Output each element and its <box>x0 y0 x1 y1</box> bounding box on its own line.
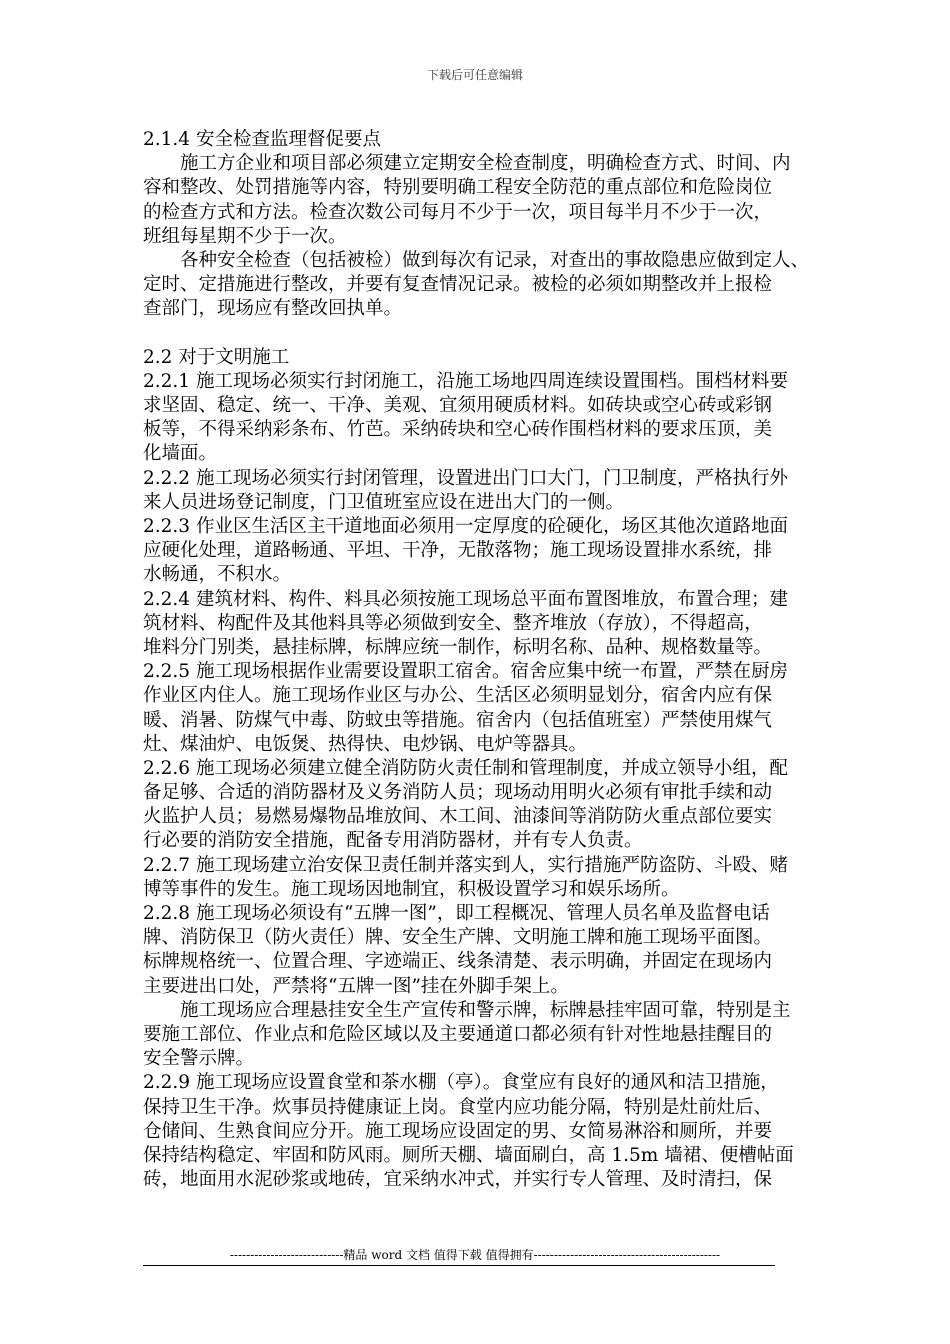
text-line: 2.2.5 施工现场根据作业需要设置职工宿舍。宿舍应集中统一布置，严禁在厨房 <box>143 661 788 683</box>
text-line: 班组每星期不少于一次。 <box>143 225 347 247</box>
text-line: 备足够、合适的消防器材及义务消防人员；现场动用明火必须有审批手续和动 <box>143 782 773 804</box>
text-line: 标牌规格统一、位置合理、字迹端正、线条清楚、表示明确，并固定在现场内 <box>143 951 773 973</box>
text-line: 灶、煤油炉、电饭煲、热得快、电炒锅、电炉等器具。 <box>143 733 588 755</box>
text-line: 各种安全检查（包括被检）做到每次有记录，对查出的事故隐患应做到定人、 <box>143 249 810 271</box>
text-line: 2.2.3 作业区生活区主干道地面必须用一定厚度的砼硬化，场区其他次道路地面 <box>143 516 788 537</box>
paragraph-gap <box>143 322 815 346</box>
text-line: 的检查方式和方法。检查次数公司每月不少于一次，项目每半月不少于一次， <box>143 201 773 223</box>
text-line: 2.2.1 施工现场必须实行封闭施工，沿施工场地四周连续设置围档。围档材料要 <box>143 370 788 392</box>
text-line: 2.1.4 安全检查监理督促要点 <box>143 129 381 150</box>
text-line: 水畅通，不积水。 <box>143 564 292 586</box>
text-line: 化墙面。 <box>143 443 218 465</box>
text-line: 筑材料、构配件及其他料具等必须做到安全、整齐堆放（存放），不得超高， <box>143 612 763 634</box>
text-line: 求坚固、稳定、统一、干净、美观、宜须用硬质材料。如砖块或空心砖或彩钢 <box>143 395 773 417</box>
text-line: 行必要的消防安全措施，配备专用消防器材，并有专人负责。 <box>143 830 643 852</box>
text-line: 火监护人员；易燃易爆物品堆放间、木工间、油漆间等消防防火重点部位要实 <box>143 806 773 828</box>
text-line: 暖、消暑、防煤气中毒、防蚊虫等措施。宿舍内（包括值班室）严禁使用煤气 <box>143 709 773 731</box>
text-line: 施工现场应合理悬挂安全生产宣传和警示牌，标牌悬挂牢固可靠，特别是主 <box>143 999 791 1021</box>
text-line: 要施工部位、作业点和危险区域以及主要通道口都必须有针对性地悬挂醒目的 <box>143 1023 773 1045</box>
text-line: 2.2.7 施工现场建立治安保卫责任制并落实到人，实行措施严防盗防、斗殴、赌 <box>143 854 788 876</box>
text-line: 砖，地面用水泥砂浆或地砖，宜采纳水冲式，并实行专人管理、及时清扫，保 <box>143 1169 773 1191</box>
text-line: 仓储间、生熟食间应分开。施工现场应设固定的男、女简易淋浴和厕所，并要 <box>143 1120 773 1142</box>
text-line: 博等事件的发生。施工现场因地制宜，积极设置学习和娱乐场所。 <box>143 878 680 900</box>
page-footer: ----------------------------精品 word 文档 值得下载 值得拥有---------------------------------------------- <box>229 1248 721 1262</box>
text-line: 来人员进场登记制度，门卫值班室应设在进出大门的一侧。 <box>143 491 625 513</box>
text-line: 2.2.9 施工现场应设置食堂和茶水棚（亭）。食堂应有良好的通风和洁卫措施， <box>143 1072 779 1094</box>
text-line: 应硬化处理，道路畅通、平坦、干净，无散落物；施工现场设置排水系统，排 <box>143 540 773 562</box>
footer-rule <box>143 1265 775 1266</box>
text-line: 牌、消防保卫（防火责任）牌、安全生产牌、文明施工牌和施工现场平面图。 <box>143 927 773 949</box>
document-body <box>143 128 815 1192</box>
text-line: 2.2.4 建筑材料、构件、料具必须按施工现场总平面布置图堆放，布置合理；建 <box>143 588 788 610</box>
text-line: 作业区内住人。施工现场作业区与办公、生活区必须明显划分，宿舍内应有保 <box>143 685 773 707</box>
text-line: 保持结构稳定、牢固和防风雨。厕所天棚、墙面刷白，高 1.5m 墙裙、便槽帖面 <box>143 1144 794 1166</box>
text-line: 板等，不得采纳彩条布、竹芭。采纳砖块和空心砖作围档材料的要求压顶，美 <box>143 419 773 441</box>
text-line: 2.2 对于文明施工 <box>143 346 290 368</box>
page-header: 下载后可任意编辑 <box>426 68 523 82</box>
text-line: 施工方企业和项目部必须建立定期安全检查制度，明确检查方式、时间、内 <box>143 153 791 175</box>
text-line: 主要进出口处，严禁将“五牌一图”挂在外脚手架上。 <box>143 975 569 997</box>
text-line: 2.2.6 施工现场必须建立健全消防防火责任制和管理制度，并成立领导小组，配 <box>143 757 788 779</box>
text-line: 安全警示牌。 <box>143 1048 255 1070</box>
text-line: 2.2.2 施工现场必须实行封闭管理，设置进出门口大门，门卫制度，严格执行外 <box>143 467 788 489</box>
text-line: 定时、定措施进行整改，并要有复查情况记录。被检的必须如期整改并上报检 <box>143 274 773 296</box>
text-line: 查部门，现场应有整改回执单。 <box>143 298 403 320</box>
text-line: 容和整改、处罚措施等内容，特别要明确工程安全防范的重点部位和危险岗位 <box>143 177 773 199</box>
text-line: 保持卫生干净。炊事员持健康证上岗。食堂内应功能分隔，特别是灶前灶后、 <box>143 1096 773 1118</box>
text-line: 2.2.8 施工现场必须设有“五牌一图”，即工程概况、管理人员名单及监督电话 <box>143 903 770 924</box>
text-line: 堆料分门别类，悬挂标牌，标牌应统一制作，标明名称、品种、规格数量等。 <box>143 636 773 658</box>
